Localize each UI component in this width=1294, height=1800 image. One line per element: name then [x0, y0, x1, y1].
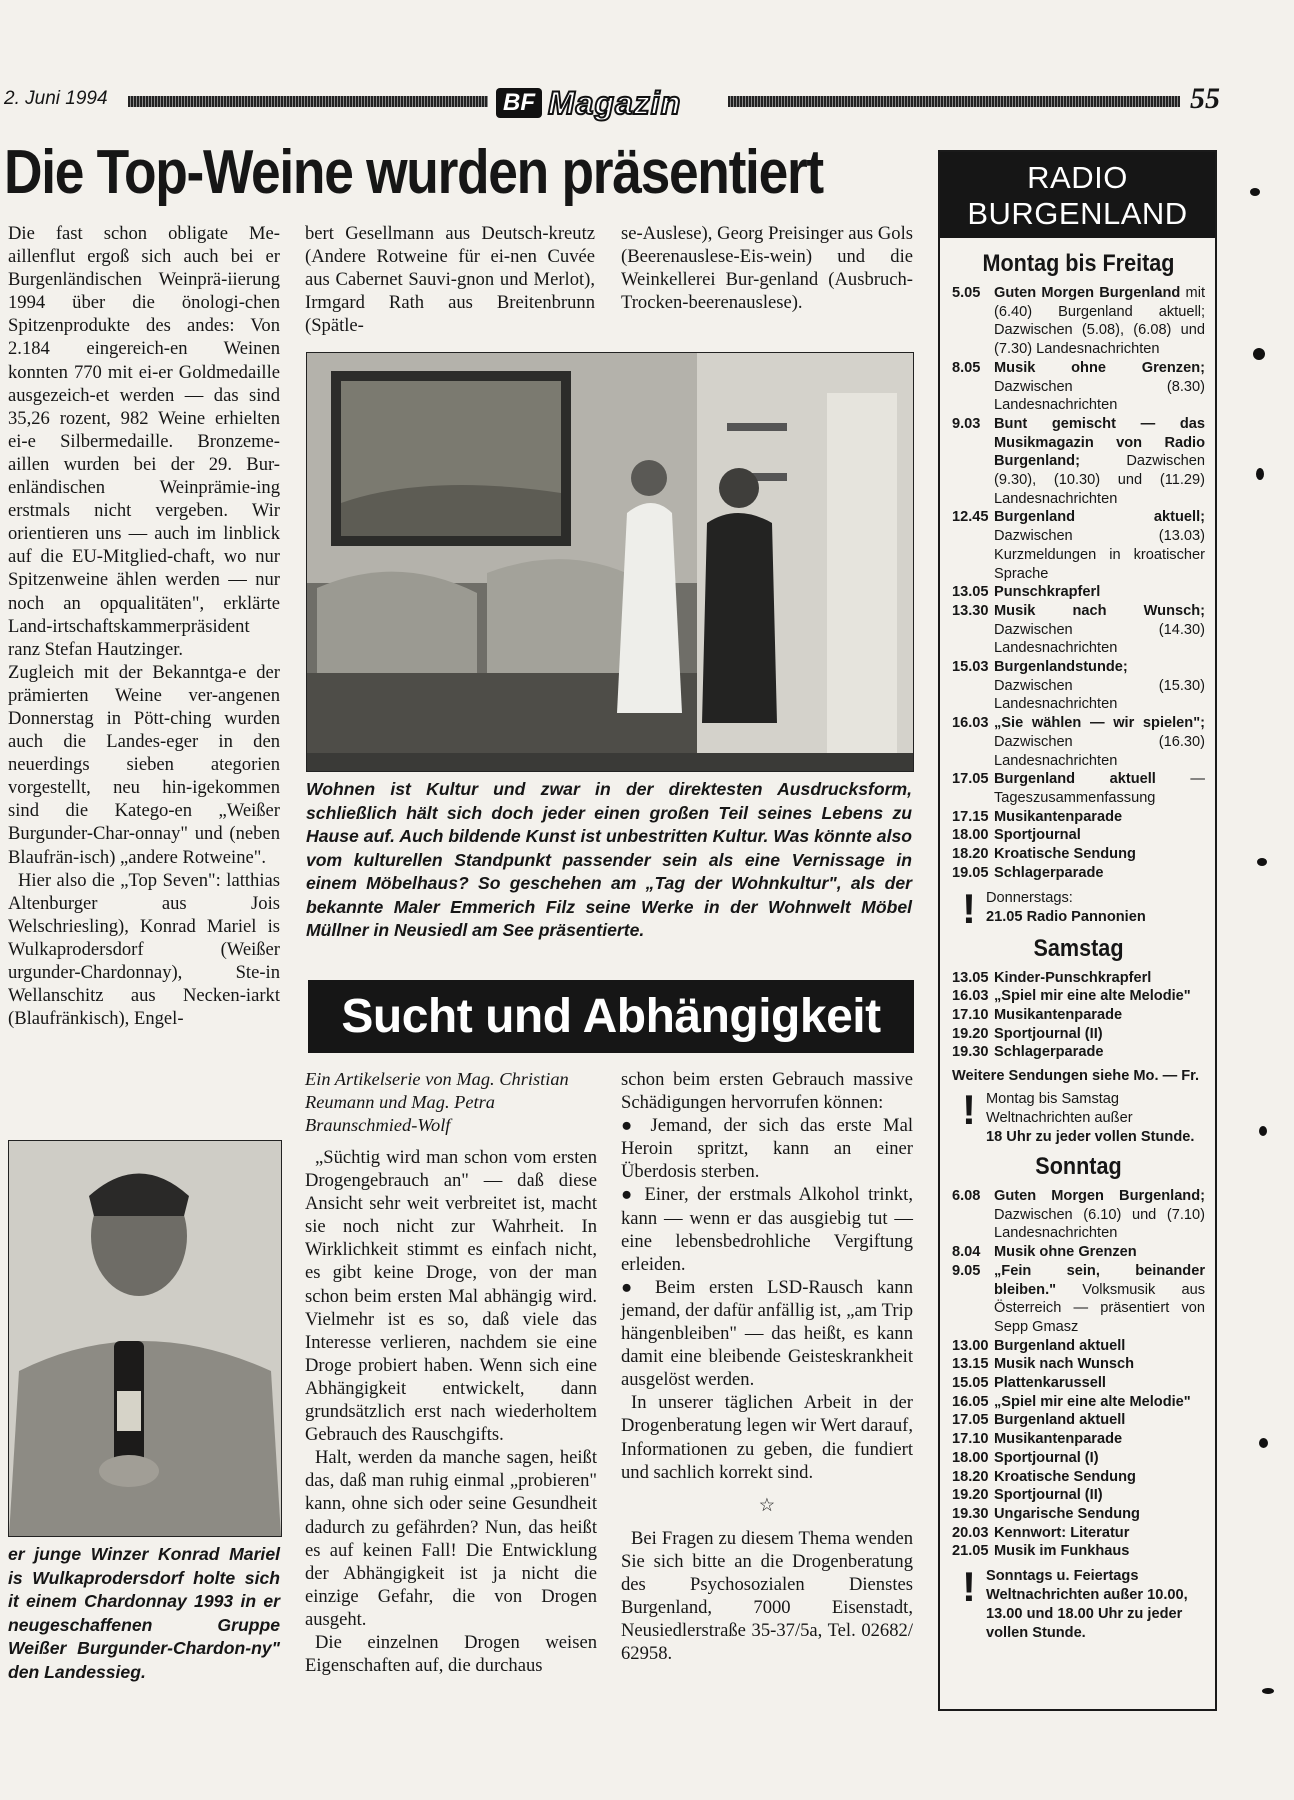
- program-entry: [952, 1411, 1205, 1430]
- sunday-program-list: [952, 1187, 1205, 1561]
- program-title: Ungarische Sendung: [994, 1505, 1140, 1522]
- program-time: 18.00: [952, 827, 989, 844]
- saturday-program-list: [952, 969, 1205, 1063]
- program-entry: [952, 987, 1205, 1006]
- program-title: Schlagerparade: [994, 1044, 1104, 1061]
- program-entry: [952, 714, 1205, 770]
- program-detail: Dazwischen (8.30) Landesnachrichten: [994, 378, 1205, 414]
- weitere-sendungen-note: Weitere Sendungen siehe Mo. — Fr.: [952, 1068, 1200, 1085]
- article2-byline: Ein Artikelserie von Mag. Christian Reumann und Mag. Petra Braunschmied-Wolf: [305, 1069, 569, 1135]
- program-title: Sportjournal (II): [994, 1487, 1103, 1504]
- program-time: 13.05: [952, 969, 989, 986]
- program-entry: [952, 602, 1205, 658]
- program-description: [994, 415, 1205, 509]
- sun-note-line: Sonntags u. Feiertags: [986, 1568, 1139, 1585]
- program-time: 13.30: [952, 602, 989, 619]
- program-entry: [952, 1468, 1205, 1487]
- radio-header-line1: RADIO: [1027, 160, 1128, 195]
- sat-note-line: Montag bis Samstag: [986, 1091, 1120, 1108]
- thursday-label: Donnerstags:: [986, 889, 1073, 906]
- program-description: [994, 1486, 1205, 1505]
- program-description: [994, 1468, 1205, 1487]
- program-description: [994, 1411, 1205, 1430]
- article2-paragraph: In unserer täglichen Arbeit in der Drogenberatung legen wir Wert darauf, Informationen zu geben, die fundiert und sachlich korrekt sind.: [621, 1392, 913, 1483]
- program-description: [994, 1262, 1205, 1337]
- magazine-logo: [496, 84, 681, 122]
- scan-speck: [1253, 348, 1265, 360]
- sun-note-line: Weltnachrichten außer 10.00, 13.00 und 18.00 Uhr zu jeder vollen Stunde.: [986, 1587, 1188, 1642]
- program-entry: [952, 1486, 1205, 1505]
- article-title-sucht: Sucht und Abhängigkeit: [308, 980, 914, 1053]
- program-entry: [952, 415, 1205, 509]
- article2-paragraph: Halt, werden da manche sagen, heißt das, daß man ruhig einmal „probieren" kann, ohne sich oder seine Gesundheit dadurch zu gefährden? Nun, das heißt es auf keinen Fall! Die Entwicklung der Abhängigkeit ist ja nicht die einzige Gefahr, die von Drogen ausgeht.: [305, 1447, 597, 1630]
- scan-speck: [1262, 1688, 1274, 1694]
- program-title: Musik nach Wunsch: [994, 1356, 1135, 1373]
- program-time: 15.05: [952, 1375, 989, 1392]
- article1-column-1: [8, 222, 280, 1030]
- radio-header-line2: BURGENLAND: [967, 196, 1188, 231]
- program-time: 21.05: [952, 1543, 989, 1560]
- program-title: Guten Morgen Burgenland;: [994, 1188, 1205, 1205]
- program-entry: [952, 508, 1205, 583]
- logo-bf: BF: [496, 88, 542, 118]
- program-title: Kroatische Sendung: [994, 846, 1136, 863]
- issue-date: 2. Juni 1994: [4, 88, 108, 109]
- program-time: 19.20: [952, 1487, 989, 1504]
- program-title: Burgenland aktuell: [994, 1337, 1126, 1354]
- program-time: 19.30: [952, 1044, 989, 1061]
- article2-paragraph: „Süchtig wird man schon vom ersten Drogengebrauch an" — daß diese Ansicht sehr weit verbreitet ist, macht sie noch nicht zur Wahrheit. In Wirklichkeit stimmt es einfach nicht, es gibt keine Droge, von der man schon beim ersten Mal abhängig wird. Vielmehr ist es so, daß viele das Interesse verlieren, nachdem sie eine Droge probiert haben. Wenn sich eine Abhängigkeit entwickelt, dann grundsätzlich erst nach wiederholtem Gebrauch des Rauschgifts.: [305, 1147, 597, 1446]
- program-time: 19.30: [952, 1505, 989, 1522]
- thursday-program: 21.05 Radio Pannonien: [986, 908, 1146, 925]
- program-title: „Spiel mir eine alte Melodie": [994, 988, 1191, 1005]
- program-description: [994, 1337, 1205, 1356]
- program-entry: [952, 1006, 1205, 1025]
- exclamation-icon: !: [962, 1563, 976, 1611]
- program-description: [994, 808, 1205, 827]
- program-detail: Dazwischen (15.30) Landesnachrichten: [994, 677, 1205, 713]
- program-entry: [952, 969, 1205, 988]
- program-description: [994, 602, 1205, 658]
- program-entry: [952, 1187, 1205, 1243]
- program-description: [994, 508, 1205, 583]
- article2-paragraph: schon beim ersten Gebrauch massive Schädigungen hervorrufen können:: [621, 1069, 913, 1114]
- exclamation-icon: !: [962, 884, 976, 932]
- program-title: Burgenlandstunde;: [994, 659, 1128, 676]
- program-time: 18.00: [952, 1449, 989, 1466]
- program-time: 5.05: [952, 285, 981, 301]
- program-time: 19.20: [952, 1025, 989, 1042]
- program-title: Musik im Funkhaus: [994, 1543, 1130, 1560]
- exclamation-icon: !: [962, 1086, 976, 1134]
- program-entry: [952, 1393, 1205, 1412]
- program-entry: [952, 1043, 1205, 1062]
- program-entry: [952, 1337, 1205, 1356]
- program-title: „Spiel mir eine alte Melodie": [994, 1393, 1191, 1410]
- program-title: Sportjournal (I): [994, 1449, 1099, 1466]
- program-entry: [952, 1524, 1205, 1543]
- article2-bullet: ● Beim ersten LSD-Rausch kann jemand, der dafür anfällig ist, „am Trip hängenbleiben" — das heißt, es kann damit eine bleibende Geisteskrankheit ausgelöst werden.: [621, 1276, 913, 1391]
- program-title: Kinder-Punschkrapferl: [994, 969, 1152, 986]
- program-entry: [952, 826, 1205, 845]
- header-rule-left: [128, 96, 488, 107]
- weekday-heading: Montag bis Freitag: [982, 250, 1175, 277]
- program-description: [994, 1542, 1205, 1561]
- program-detail: Dazwischen (13.03) Kurzmeldungen in kroatischer Sprache: [994, 528, 1205, 582]
- saturday-news-note: [952, 1086, 1205, 1147]
- program-time: 15.03: [952, 659, 989, 676]
- program-entry: [952, 359, 1205, 415]
- exhibition-photo-image: [307, 353, 913, 771]
- program-time: 17.05: [952, 1412, 989, 1429]
- program-description: [994, 284, 1205, 359]
- program-description: [994, 1043, 1205, 1062]
- program-time: 17.05: [952, 771, 989, 788]
- weekday-program-list: [952, 284, 1205, 883]
- thursday-note: [952, 884, 1205, 932]
- program-detail: Dazwischen (6.10) und (7.10) Landesnachrichten: [994, 1206, 1205, 1242]
- program-time: 18.20: [952, 1468, 989, 1485]
- program-entry: [952, 1262, 1205, 1337]
- article-title-top-weine: Die Top-Weine wurden präsentiert: [4, 138, 823, 207]
- sunday-heading: Sonntag: [1035, 1153, 1122, 1181]
- program-entry: [952, 1505, 1205, 1524]
- program-description: [994, 1187, 1205, 1243]
- program-detail: Dazwischen (14.30) Landesnachrichten: [994, 621, 1205, 657]
- header-rule-right: [728, 96, 1180, 107]
- program-title: Sportjournal: [994, 827, 1081, 844]
- program-title: Burgenland aktuell: [994, 771, 1156, 788]
- exhibition-photo: [306, 352, 914, 772]
- program-title: Punschkrapferl: [994, 584, 1101, 601]
- program-title: Musik nach Wunsch;: [994, 602, 1205, 619]
- program-time: 16.03: [952, 988, 989, 1005]
- program-time: 6.08: [952, 1188, 981, 1205]
- program-entry: [952, 284, 1205, 359]
- winemaker-photo: [8, 1140, 282, 1537]
- program-title: Sportjournal (II): [994, 1025, 1103, 1042]
- program-description: [994, 1374, 1205, 1393]
- program-description: [994, 1243, 1205, 1262]
- program-description: [994, 1006, 1205, 1025]
- program-description: [994, 826, 1205, 845]
- scan-speck: [1259, 1126, 1267, 1136]
- program-entry: [952, 808, 1205, 827]
- program-title: Kroatische Sendung: [994, 1468, 1136, 1485]
- program-description: [994, 714, 1205, 770]
- radio-header: [940, 152, 1215, 238]
- program-entry: [952, 864, 1205, 883]
- article2-bullet: ● Einer, der erstmals Alkohol trinkt, kann — wenn er das ausgiebig tut — eine lebensbedrohliche Vergiftung erleiden.: [621, 1184, 913, 1275]
- program-time: 9.05: [952, 1262, 981, 1279]
- article1-paragraph: Hier also die „Top Seven": latthias Altenburger aus Jois Welschriesling), Konrad Mariel is Wulkaprodersdorf (Weißer urgunder-Chardonnay), Ste-in Wellanschitz aus Necken-iarkt (Blaufränkisch), Engel-: [8, 869, 280, 1030]
- program-entry: [952, 658, 1205, 714]
- program-entry: [952, 1542, 1205, 1561]
- program-title: Musik ohne Grenzen: [994, 1244, 1137, 1261]
- star-divider-icon: ☆: [758, 1494, 776, 1516]
- program-description: [994, 658, 1205, 714]
- scan-speck: [1257, 858, 1267, 866]
- program-title: Guten Morgen Burgenland: [994, 285, 1181, 301]
- program-description: [994, 770, 1205, 807]
- winemaker-photo-caption: er junge Winzer Konrad Mariel is Wulkaprodersdorf holte sich it einem Chardonnay 1993 in er neugeschaffenen Gruppe Weißer Burgunder-Chardon-ny" den Landessieg.: [8, 1544, 280, 1682]
- program-entry: [952, 770, 1205, 807]
- program-time: 13.05: [952, 584, 989, 601]
- program-detail: Dazwischen (9.30), (10.30) und (11.29) Landesnachrichten: [994, 453, 1205, 507]
- program-time: 17.15: [952, 808, 989, 825]
- program-time: 19.05: [952, 864, 989, 881]
- program-description: [994, 583, 1205, 602]
- program-entry: [952, 1430, 1205, 1449]
- program-title: Musikantenparade: [994, 808, 1123, 825]
- radio-burgenland-schedule: [938, 150, 1217, 1711]
- program-entry: [952, 845, 1205, 864]
- program-title: Kennwort: Literatur: [994, 1524, 1130, 1541]
- article2-column-2: [621, 1068, 913, 1665]
- article1-paragraph: Zugleich mit der Bekanntga-e der prämierten Weine ver-angenen Donnerstag in Pött-ching wurden auch die Landes-eger in den neuerdings sieben ategorien vorgestellt, neu hin-igekommen sind die Katego-en „Weißer Burgunder-Char-onnay" und (neben Blaufrän-isch) „andere Rotweine".: [8, 661, 280, 868]
- scan-speck: [1250, 188, 1260, 196]
- program-title: Burgenland aktuell: [994, 1412, 1126, 1429]
- program-title: Schlagerparade: [994, 864, 1104, 881]
- program-description: [994, 864, 1205, 883]
- program-description: [994, 1524, 1205, 1543]
- program-description: [994, 1355, 1205, 1374]
- program-description: [994, 969, 1205, 988]
- program-description: [994, 1430, 1205, 1449]
- program-description: [994, 1505, 1205, 1524]
- program-title: Burgenland aktuell;: [994, 509, 1205, 526]
- saturday-heading: Samstag: [1033, 934, 1124, 962]
- article1-paragraph: Die fast schon obligate Me-aillenflut ergoß sich auch bei er Burgenländischen Weinprä-iierung 1994 über die önologi-chen Spitzenprodukte des andes: Von 2.184 eingereich-en Weinen konnten 770 mit ei-er Goldmedaille ausgezeich-et werden — das sind 35,26 rozent, 982 Weine erhielten ei-e Silbermedaille. Bronzeme-aillen wurden bei der 29. Bur-enländischen Weinprämie-ing erstmals nicht vergeben. Wir orientieren uns — auch im linblick auf die EU-Mitglied-chaft, wo nur Spitzenweine ählen werden — nur noch an opqualitäten", erklärte Land-irtschaftskammerpräsident ranz Stefan Hautzinger.: [8, 223, 280, 660]
- program-title: Plattenkarussell: [994, 1375, 1106, 1392]
- program-title: Bunt gemischt — das Musikmagazin von Radio Burgenland;: [994, 415, 1205, 470]
- program-time: 17.10: [952, 1431, 989, 1448]
- program-entry: [952, 1355, 1205, 1374]
- program-time: 20.03: [952, 1524, 989, 1541]
- program-title: Musik ohne Grenzen;: [994, 359, 1205, 376]
- logo-magazin: Magazin: [548, 84, 682, 121]
- article2-contact: Bei Fragen zu diesem Thema wenden Sie sich bitte an die Drogenberatung des Psychosozialen Dienstes Burgenland, 7000 Eisenstadt, Neusiedlerstraße 35-37/5a, Tel. 02682/ 62958.: [621, 1527, 913, 1665]
- program-description: [994, 987, 1205, 1006]
- exhibition-photo-caption: Wohnen ist Kultur und zwar in der direktesten Ausdrucksform, schließlich hält sich doch jeder einen großen Teil seines Lebens zu Hause auf. Auch bildende Kunst ist unbestritten Kultur. Was könnte also vom kulturellen Standpunkt passender sein als eine Vernissage in einem Möbelhaus? So geschehen am „Tag der Wohnkultur", als der bekannte Maler Emmerich Filz seine Werke in der Wohnwelt Möbel Müllner in Neusiedl am See präsentierte.: [306, 779, 912, 940]
- winemaker-photo-image: [9, 1141, 281, 1536]
- program-description: [994, 1393, 1205, 1412]
- program-description: [994, 359, 1205, 415]
- program-time: 18.20: [952, 846, 989, 863]
- program-time: 13.15: [952, 1356, 989, 1373]
- article2-bullet: ● Jemand, der sich das erste Mal Heroin spritzt, kann an einer Überdosis sterben.: [621, 1115, 913, 1183]
- program-title: „Sie wählen — wir spielen";: [994, 715, 1205, 732]
- program-time: 12.45: [952, 509, 989, 526]
- program-entry: [952, 1025, 1205, 1044]
- program-detail: Dazwischen (16.30) Landesnachrichten: [994, 733, 1205, 769]
- program-time: 13.00: [952, 1337, 989, 1354]
- article1-column-3: se-Auslese), Georg Preisinger aus Gols (Beerenauslese-Eis-wein) und die Weinkellerei Bur-genland (Ausbruch-Trocken-beerenauslese).: [621, 223, 913, 314]
- program-time: 16.05: [952, 1393, 989, 1410]
- program-time: 8.05: [952, 359, 981, 376]
- program-detail: Volksmusik aus Österreich — präsentiert von Sepp Gmasz: [994, 1281, 1205, 1335]
- scan-speck: [1259, 1438, 1268, 1448]
- scan-speck: [1256, 468, 1264, 480]
- sunday-news-note: [952, 1563, 1205, 1643]
- article2-paragraph: Die einzelnen Drogen weisen Eigenschaften auf, die durchaus: [305, 1631, 597, 1677]
- program-time: 17.10: [952, 1006, 989, 1023]
- program-description: [994, 1449, 1205, 1468]
- program-entry: [952, 1374, 1205, 1393]
- program-time: 8.04: [952, 1244, 981, 1261]
- article1-column-2: bert Gesellmann aus Deutsch-kreutz (Andere Rotweine für ei-nen Cuvée aus Cabernet Sauvi-gnon und Merlot), Irmgard Rath aus Breitenbrunn (Spätle-: [305, 223, 595, 337]
- program-title: Musikantenparade: [994, 1431, 1123, 1448]
- program-time: 16.03: [952, 715, 989, 732]
- program-detail: mit (6.40) Burgenland aktuell; Dazwischen (5.08), (6.08) und (7.30) Landesnachrichten: [994, 285, 1205, 358]
- program-detail: — Tageszusammenfassung: [994, 771, 1205, 806]
- program-description: [994, 1025, 1205, 1044]
- sat-note-line: 18 Uhr zu jeder vollen Stunde.: [986, 1129, 1195, 1146]
- article2-column-1: [305, 1146, 597, 1677]
- program-entry: [952, 1449, 1205, 1468]
- program-time: 9.03: [952, 415, 981, 432]
- program-title: Musikantenparade: [994, 1006, 1123, 1023]
- page-number: 55: [1190, 82, 1220, 115]
- program-description: [994, 845, 1205, 864]
- program-entry: [952, 583, 1205, 602]
- sat-note-line: Weltnachrichten außer: [986, 1110, 1133, 1127]
- program-entry: [952, 1243, 1205, 1262]
- program-title: „Fein sein, beinander bleiben.": [994, 1262, 1205, 1298]
